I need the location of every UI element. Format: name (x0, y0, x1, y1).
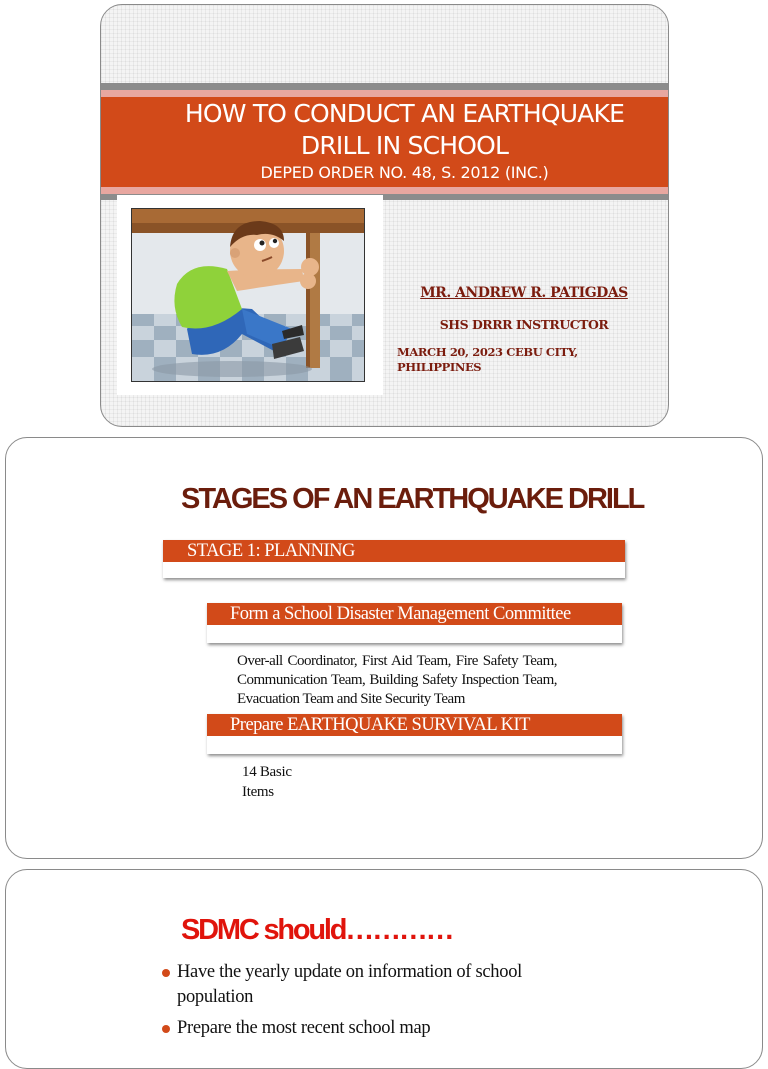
sdmc-label: Form a School Disaster Management Committee (207, 603, 622, 625)
sdmc-teams-description: Over-all Coordinator, First Aid Team, Fire Safety Team, Communication Team, Building Safety Inspection Team, Evacuation Team and Site Security Team (237, 653, 557, 707)
slide-title: STAGES OF AN EARTHQUAKE DRILL (181, 483, 644, 515)
slide-title-line: DRILL IN SCHOOL (300, 131, 509, 160)
survival-kit-bar (207, 714, 622, 754)
slide-subtitle: DEPED ORDER NO. 48, S. 2012 (INC.) (260, 163, 549, 182)
divider-stripe (101, 187, 668, 194)
list-item-text: Prepare the most recent school map (177, 1018, 431, 1038)
list-item-text: Have the yearly update on information of school population (177, 962, 522, 1007)
sdmc-slide (5, 869, 763, 1069)
stage-planning-bar (163, 540, 625, 578)
stage-label: STAGE 1: PLANNING (163, 540, 625, 562)
slide-title: SDMC should………… (181, 914, 453, 946)
kit-items-note (242, 762, 312, 802)
location-line: PHILIPPINES (397, 360, 482, 374)
sdmc-bar (207, 603, 622, 643)
slide-title-line: HOW TO CONDUCT AN EARTHQUAKE (184, 99, 625, 128)
stages-slide (5, 437, 763, 859)
kit-items-line: 14 Basic (242, 764, 292, 780)
list-item (161, 1016, 581, 1041)
date-line: MARCH 20, 2023 CEBU CITY, (397, 345, 578, 359)
survival-kit-label: Prepare EARTHQUAKE SURVIVAL KIT (207, 714, 622, 736)
kit-items-line: Items (242, 784, 274, 800)
date-location (397, 345, 617, 375)
title-slide (100, 4, 669, 427)
sdmc-duties-list (161, 960, 581, 1047)
divider-stripe (101, 90, 668, 97)
slide-title (141, 98, 668, 162)
list-item (161, 960, 581, 1010)
bullet-dot-icon (162, 969, 170, 977)
author-role: SHS DRRR INSTRUCTOR (439, 317, 609, 332)
divider-stripe (101, 83, 668, 90)
author-name: MR. ANDREW R. PATIGDAS (420, 285, 628, 301)
bullet-dot-icon (162, 1025, 170, 1033)
earthquake-drill-illustration (131, 208, 365, 382)
